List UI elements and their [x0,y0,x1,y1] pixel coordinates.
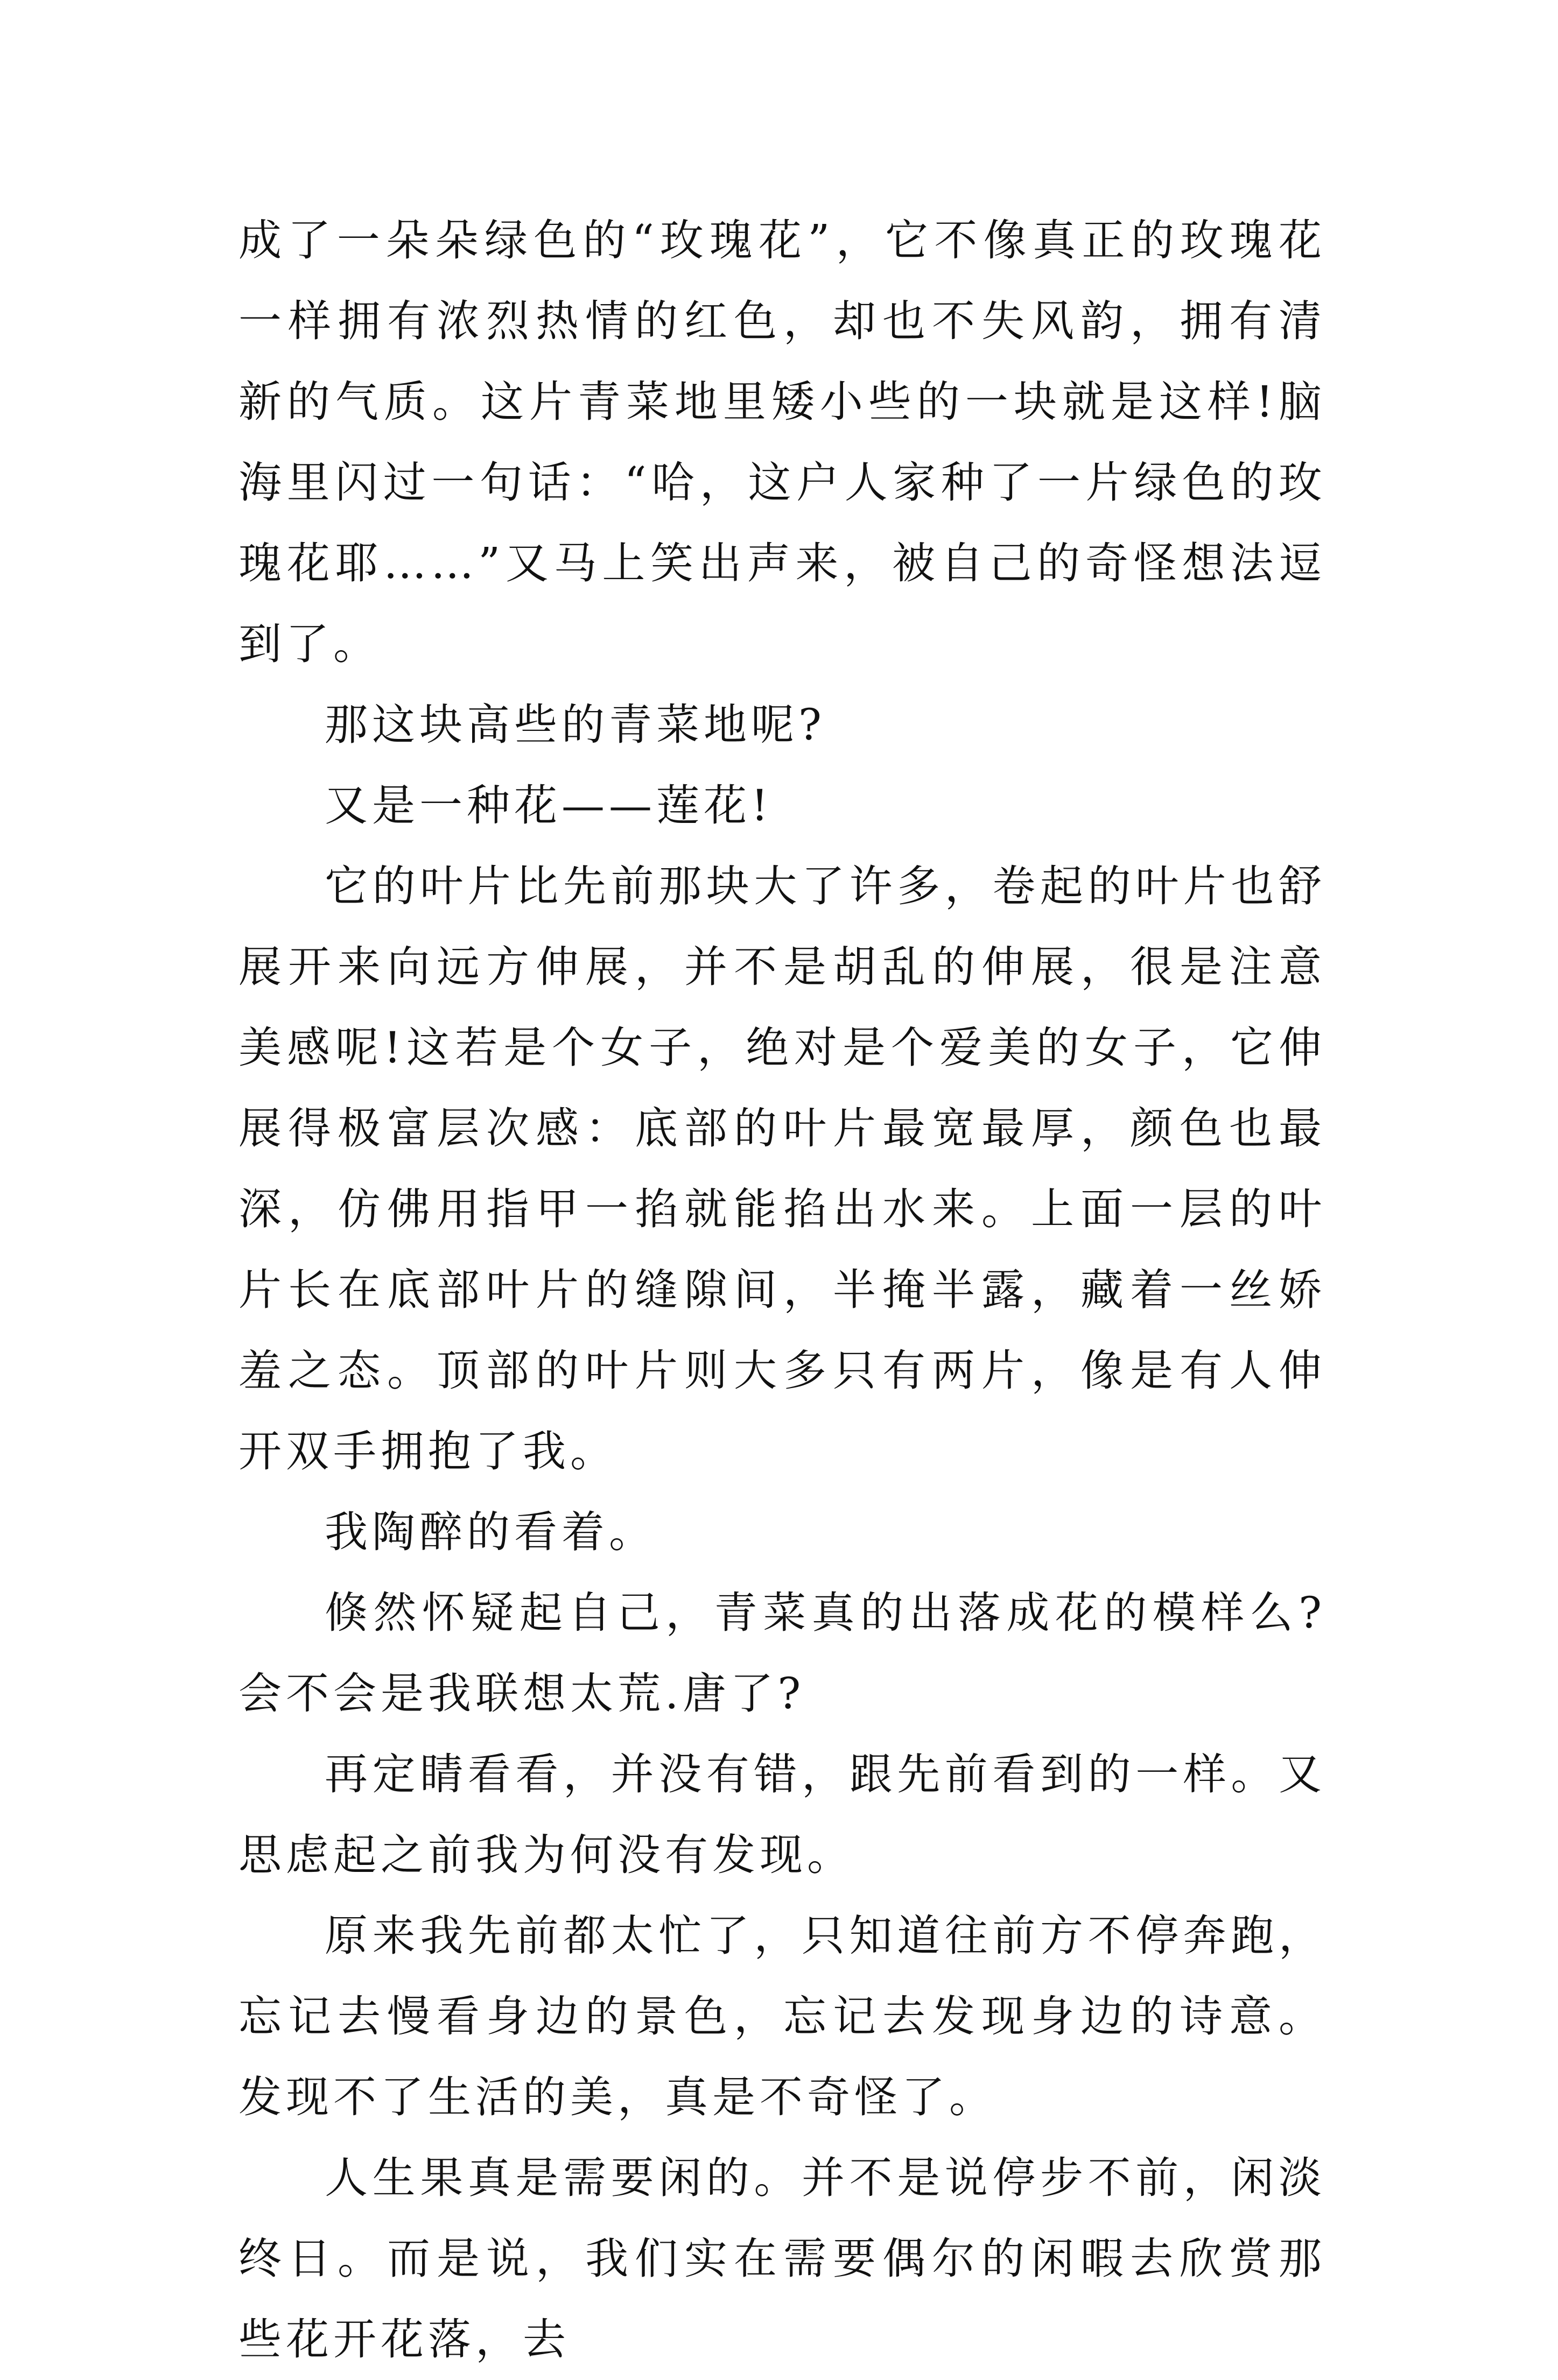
paragraph: 那这块高些的青菜地呢? [325,700,826,750]
paragraph: 我陶醉的看着。 [325,1507,656,1557]
paragraph: 倏然怀疑起自己，青菜真的出落成花的模样么?会不会是我联想太荒.唐了? [238,1588,1326,1719]
paragraph: 再定睛看看，并没有错，跟先前看到的一样。又思虑起之前我为何没有发现。 [238,1749,1326,1880]
paragraph: 又是一种花——莲花! [325,780,773,830]
paragraph: 原来我先前都太忙了，只知道往前方不停奔跑，忘记去慢看身边的景色，忘记去发现身边的诗意。发现不了生活的美，真是不奇怪了。 [238,1911,1326,2122]
paragraph: 它的叶片比先前那块大了许多，卷起的叶片也舒展开来向远方伸展，并不是胡乱的伸展，很是注意美感呢!这若是个女子，绝对是个爱美的女子，它伸展得极富层次感：底部的叶片最宽最厚，颜色也最深，仿佛用指甲一掐就能掐出水来。上面一层的叶片长在底部叶片的缝隙间，半掩半露，藏着一丝娇羞之态。顶部的叶片则大多只有两片，像是有人伸开双手拥抱了我。 [238,861,1326,1476]
paragraph-continued: 成了一朵朵绿色的“玫瑰花”，它不像真正的玫瑰花一样拥有浓烈热情的红色，却也不失风韵，拥有清新的气质。这片青菜地里矮小些的一块就是这样!脑海里闪过一句话：“哈，这户人家种了一片绿色的玫瑰花耶……”又马上笑出声来，被自己的奇怪想法逗到了。 [238,215,1326,669]
paragraph: 人生果真是需要闲的。并不是说停步不前，闲淡终日。而是说，我们实在需要偶尔的闲暇去欣赏那些花开花落，去 [238,2153,1326,2364]
body-text [238,200,1326,2380]
